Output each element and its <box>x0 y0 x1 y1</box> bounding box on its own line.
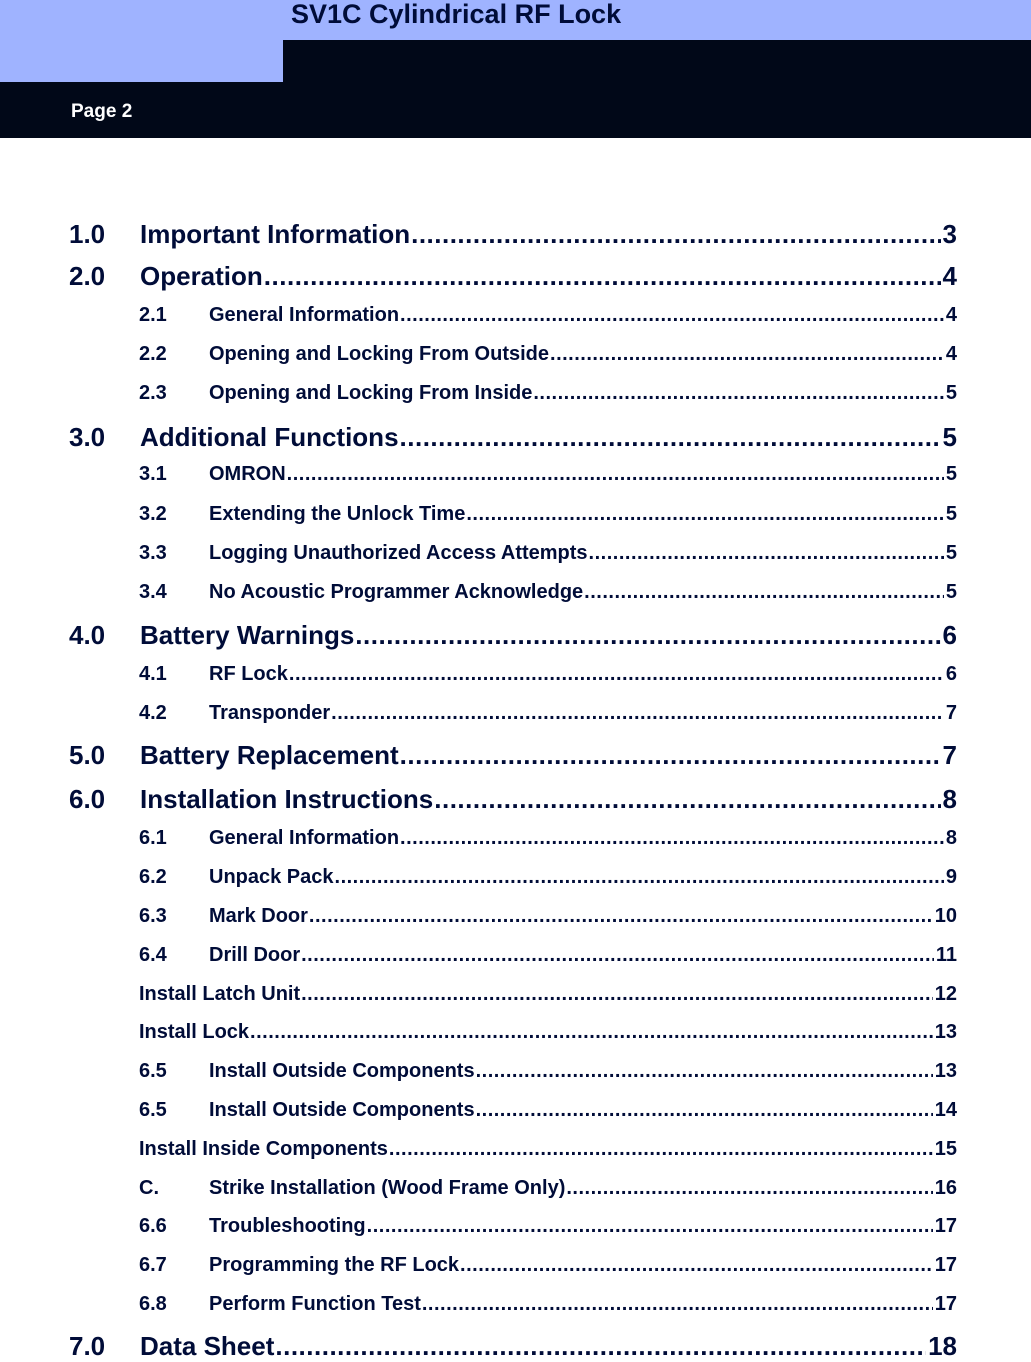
toc-entry-title: Install Inside Components <box>139 1138 388 1160</box>
toc-entry-page-number: 17 <box>934 1215 957 1237</box>
toc-entry[interactable] <box>139 1138 957 1161</box>
toc-dot-leader <box>264 261 941 292</box>
toc-dot-leader <box>275 1331 926 1362</box>
toc-dot-leader <box>400 740 941 771</box>
toc-entry-number: 6.8 <box>139 1293 167 1315</box>
toc-entry[interactable] <box>139 1060 957 1083</box>
toc-dot-leader <box>533 382 944 405</box>
toc-entry[interactable] <box>139 503 957 526</box>
toc-entry-number: 6.3 <box>139 905 167 927</box>
toc-entry-title: Programming the RF Lock <box>209 1254 460 1276</box>
toc-entry-title: Additional Functions <box>140 422 399 452</box>
toc-entry-page-number: 7 <box>945 702 957 724</box>
toc-dot-leader <box>367 1215 933 1238</box>
toc-dot-leader <box>589 542 944 565</box>
toc-dot-leader <box>476 1099 933 1122</box>
toc-entry-page-number: 12 <box>934 983 957 1005</box>
toc-entry-page-number: 6 <box>945 663 957 685</box>
toc-entry-page-number: 5 <box>945 581 957 603</box>
toc-entry[interactable] <box>139 1215 957 1238</box>
toc-entry[interactable] <box>139 343 957 366</box>
toc-entry-page-number: 4 <box>945 343 957 365</box>
toc-entry-number: 6.5 <box>139 1060 167 1082</box>
toc-dot-leader <box>476 1060 933 1083</box>
toc-entry-title: Install Latch Unit <box>139 983 301 1005</box>
toc-entry-number: 3.3 <box>139 542 167 564</box>
toc-entry-title: Install Lock <box>139 1021 250 1043</box>
toc-dot-leader <box>289 663 944 686</box>
toc-entry-title: Operation <box>140 261 263 291</box>
toc-entry-page-number: 17 <box>934 1254 957 1276</box>
toc-entry-page-number: 4 <box>945 304 957 326</box>
toc-entry[interactable] <box>139 1021 957 1044</box>
toc-entry[interactable] <box>69 784 957 815</box>
toc-entry[interactable] <box>69 620 957 651</box>
toc-entry[interactable] <box>69 219 957 250</box>
toc-entry-number: 6.7 <box>139 1254 167 1276</box>
toc-dot-leader <box>287 463 944 486</box>
toc-entry-page-number: 5 <box>945 382 957 404</box>
toc-dot-leader <box>460 1254 933 1277</box>
toc-entry-title: Opening and Locking From Outside <box>209 343 550 365</box>
toc-dot-leader <box>400 304 944 327</box>
toc-entry[interactable] <box>139 304 957 327</box>
toc-entry-title: General Information <box>209 304 400 326</box>
toc-entry-page-number: 5 <box>945 463 957 485</box>
toc-entry[interactable] <box>139 827 957 850</box>
toc-entry-page-number: 3 <box>942 219 957 249</box>
toc-entry[interactable] <box>139 866 957 889</box>
toc-dot-leader <box>250 1021 933 1044</box>
toc-entry-title: Drill Door <box>209 944 301 966</box>
toc-entry-title: Opening and Locking From Inside <box>209 382 533 404</box>
toc-entry[interactable] <box>139 463 957 486</box>
toc-dot-leader <box>584 581 944 604</box>
header-band-dark <box>0 82 1031 138</box>
toc-entry[interactable] <box>139 581 957 604</box>
toc-entry[interactable] <box>139 382 957 405</box>
toc-entry-page-number: 9 <box>945 866 957 888</box>
toc-entry-title: Transponder <box>209 702 331 724</box>
toc-entry-page-number: 5 <box>942 422 957 452</box>
toc-entry[interactable] <box>139 1254 957 1277</box>
toc-entry-number: 3.2 <box>139 503 167 525</box>
toc-entry-number: 6.0 <box>69 784 106 814</box>
toc-entry-page-number: 5 <box>945 503 957 525</box>
toc-entry-page-number: 8 <box>942 784 957 814</box>
toc-entry-page-number: 17 <box>934 1293 957 1315</box>
toc-entry-title: Unpack Pack <box>209 866 334 888</box>
toc-entry-title: Install Outside Components <box>209 1060 475 1082</box>
toc-entry-title: Troubleshooting <box>209 1215 366 1237</box>
page-number-label: Page 2 <box>71 101 133 122</box>
toc-entry-title: Battery Warnings <box>140 620 355 650</box>
toc-entry-page-number: 11 <box>935 944 957 966</box>
toc-entry-title: No Acoustic Programmer Acknowledge <box>209 581 584 603</box>
toc-dot-leader <box>309 905 933 928</box>
toc-entry[interactable] <box>69 740 957 771</box>
toc-entry-number: 2.1 <box>139 304 167 326</box>
toc-dot-leader <box>422 1293 933 1316</box>
toc-dot-leader <box>389 1138 933 1161</box>
toc-entry-number: 2.3 <box>139 382 167 404</box>
toc-entry-number: 6.6 <box>139 1215 167 1237</box>
toc-entry-page-number: 13 <box>934 1021 957 1043</box>
toc-entry-page-number: 8 <box>945 827 957 849</box>
toc-entry-title: Extending the Unlock Time <box>209 503 466 525</box>
toc-entry[interactable] <box>69 422 957 453</box>
toc-entry-number: C. <box>139 1177 159 1199</box>
toc-entry-number: 4.0 <box>69 620 106 650</box>
toc-entry-title: Logging Unauthorized Access Attempts <box>209 542 588 564</box>
header-band-dark-upper <box>283 40 1031 82</box>
toc-entry-title: General Information <box>209 827 400 849</box>
toc-entry-number: 3.1 <box>139 463 167 485</box>
toc-entry-number: 6.1 <box>139 827 167 849</box>
toc-entry-page-number: 13 <box>934 1060 957 1082</box>
toc-entry-title: OMRON <box>209 463 286 485</box>
toc-entry-number: 3.4 <box>139 581 167 603</box>
document-title: SV1C Cylindrical RF Lock <box>291 0 622 29</box>
toc-entry-title: Mark Door <box>209 905 308 927</box>
toc-dot-leader <box>301 983 933 1006</box>
toc-dot-leader <box>434 784 940 815</box>
toc-entry-number: 4.2 <box>139 702 167 724</box>
toc-entry-number: 1.0 <box>69 219 106 249</box>
toc-dot-leader <box>566 1177 932 1200</box>
toc-entry-page-number: 14 <box>934 1099 957 1121</box>
toc-entry-page-number: 18 <box>928 1331 957 1361</box>
toc-entry-page-number: 4 <box>942 261 957 291</box>
toc-entry-page-number: 6 <box>942 620 957 650</box>
toc-entry[interactable] <box>139 983 957 1006</box>
toc-entry-title: Data Sheet <box>140 1331 275 1361</box>
toc-entry[interactable] <box>139 663 957 686</box>
toc-entry-title: Install Outside Components <box>209 1099 475 1121</box>
toc-dot-leader <box>355 620 940 651</box>
toc-entry[interactable] <box>139 542 957 565</box>
toc-entry-page-number: 5 <box>945 542 957 564</box>
toc-entry-title: Battery Replacement <box>140 740 399 770</box>
toc-dot-leader <box>400 422 941 453</box>
toc-dot-leader <box>550 343 944 366</box>
toc-entry-number: 6.5 <box>139 1099 167 1121</box>
toc-entry-page-number: 15 <box>934 1138 957 1160</box>
toc-entry-number: 6.2 <box>139 866 167 888</box>
toc-entry[interactable] <box>139 1099 957 1122</box>
toc-dot-leader <box>331 702 944 725</box>
toc-entry-number: 7.0 <box>69 1331 106 1361</box>
toc-dot-leader <box>411 219 940 250</box>
toc-dot-leader <box>400 827 944 850</box>
toc-entry-number: 2.2 <box>139 343 167 365</box>
toc-entry-page-number: 10 <box>934 905 957 927</box>
toc-entry[interactable] <box>69 261 957 292</box>
toc-entry-title: Strike Installation (Wood Frame Only) <box>209 1177 566 1199</box>
toc-dot-leader <box>335 866 944 889</box>
toc-entry-number: 5.0 <box>69 740 106 770</box>
toc-entry-number: 2.0 <box>69 261 106 291</box>
toc-entry[interactable] <box>139 1177 957 1200</box>
toc-entry-title: RF Lock <box>209 663 288 685</box>
toc-entry-title: Important Information <box>140 219 411 249</box>
toc-dot-leader <box>466 503 944 526</box>
toc-entry-title: Perform Function Test <box>209 1293 421 1315</box>
toc-entry-number: 4.1 <box>139 663 167 685</box>
toc-entry-number: 3.0 <box>69 422 106 452</box>
toc-entry-page-number: 7 <box>942 740 957 770</box>
toc-entry[interactable] <box>139 1293 957 1316</box>
toc-entry[interactable] <box>69 1331 957 1362</box>
toc-entry[interactable] <box>139 702 957 725</box>
toc-entry-title: Installation Instructions <box>140 784 434 814</box>
toc-dot-leader <box>301 944 934 967</box>
toc-entry-page-number: 16 <box>934 1177 957 1199</box>
toc-entry-number: 6.4 <box>139 944 167 966</box>
toc-entry[interactable] <box>139 944 957 967</box>
toc-entry[interactable] <box>139 905 957 928</box>
